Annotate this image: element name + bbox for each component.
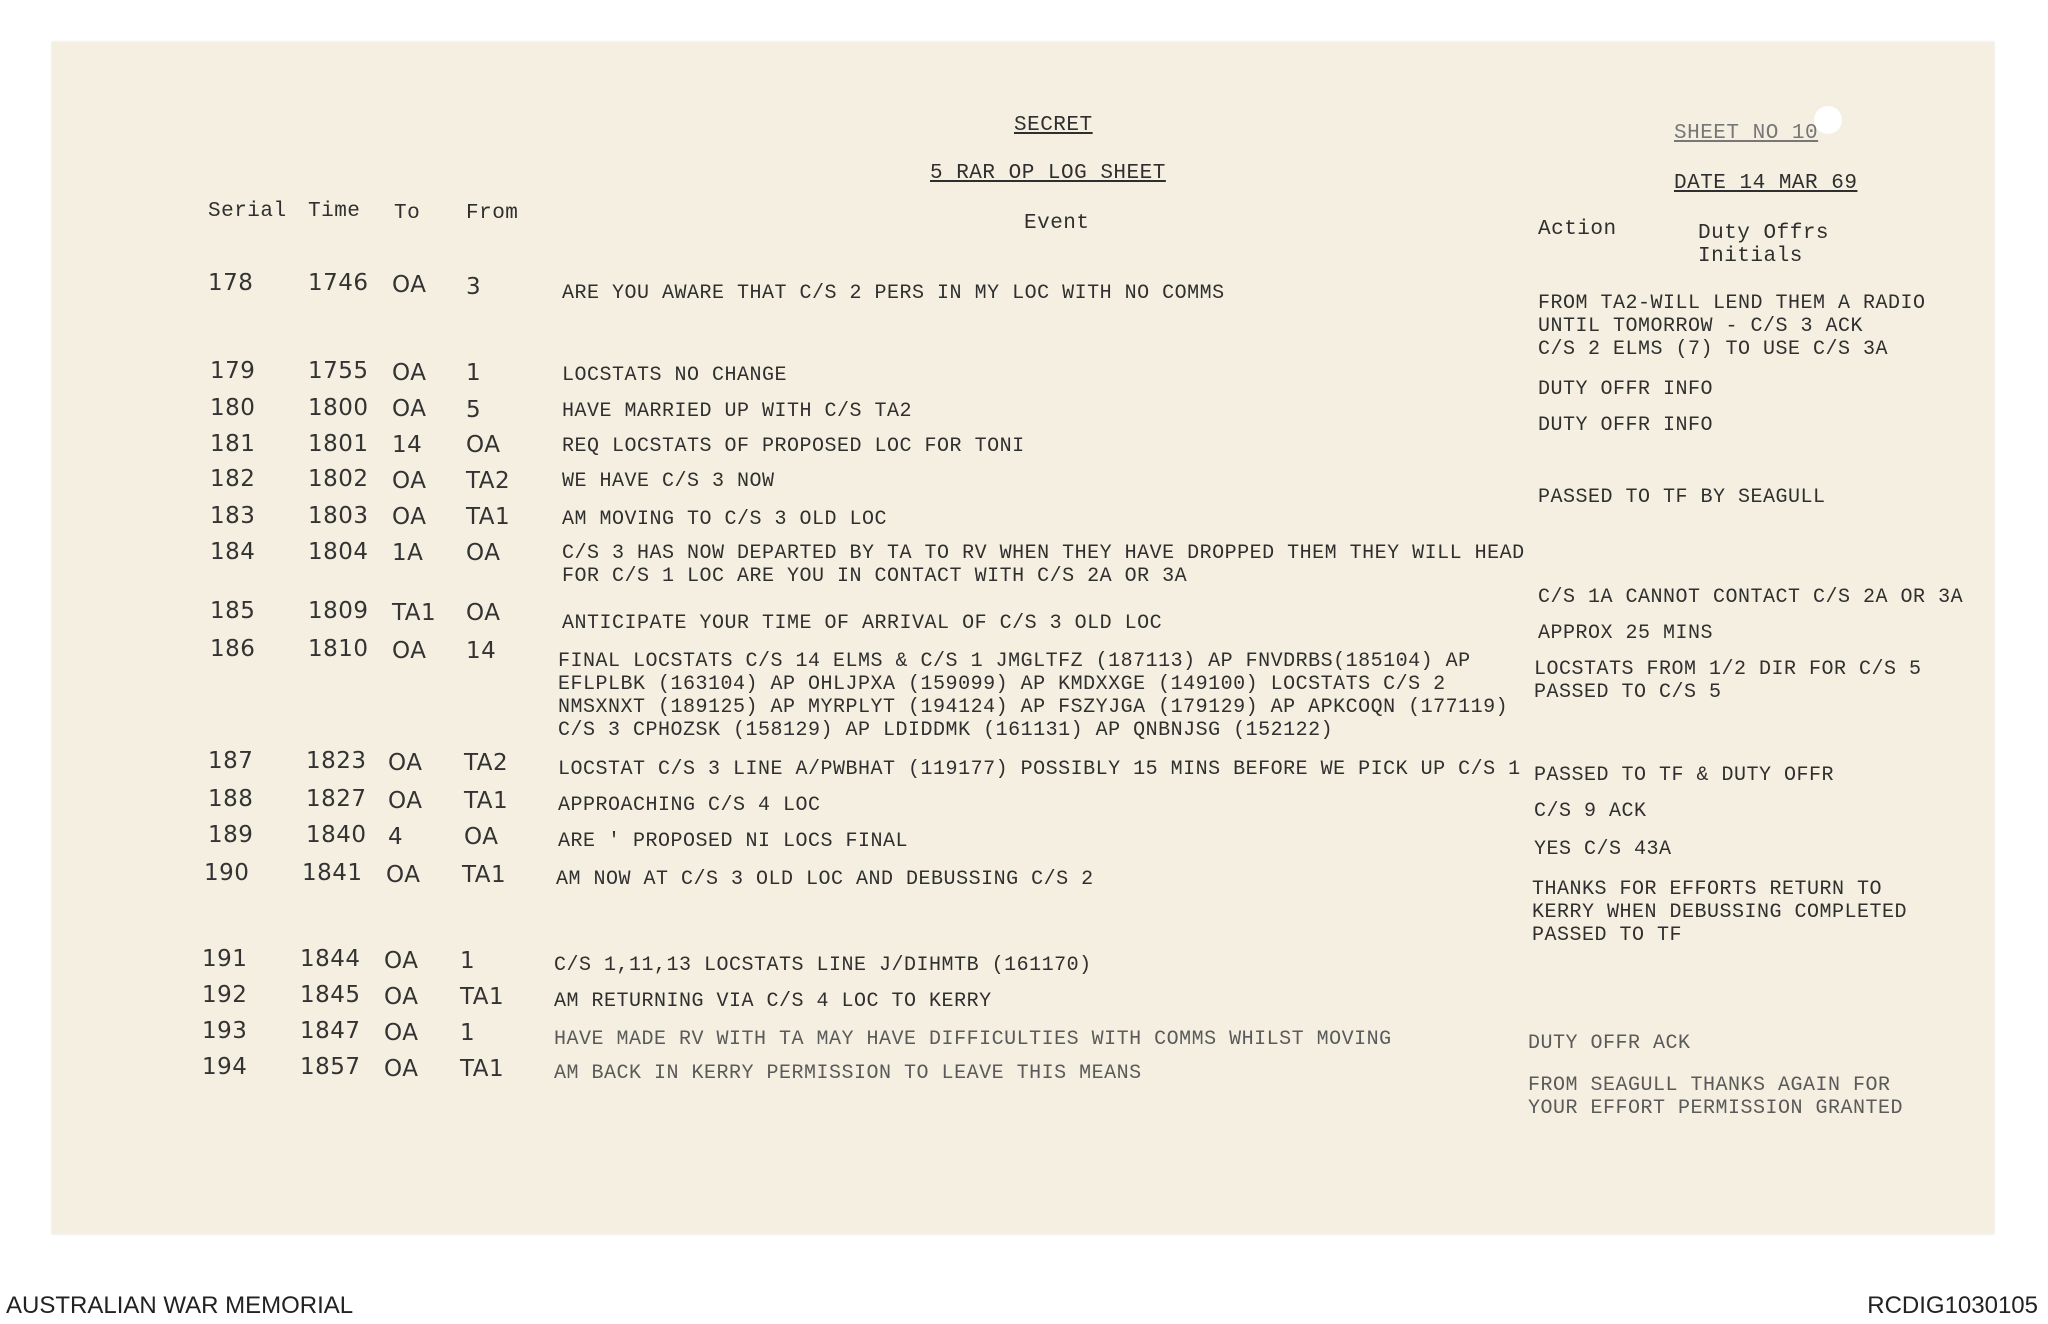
row-to: OA — [386, 862, 421, 888]
row-time: 1841 — [302, 860, 363, 886]
footer-institution: AUSTRALIAN WAR MEMORIAL — [6, 1292, 354, 1319]
row-serial: 185 — [210, 598, 256, 624]
row-serial: 192 — [202, 982, 248, 1008]
row-serial: 183 — [210, 503, 256, 529]
row-action: FROM TA2-WILL LEND THEM A RADIO UNTIL TOMORROW - C/S 3 ACK C/S 2 ELMS (7) TO USE C/S 3A — [1538, 292, 1926, 361]
row-action: YES C/S 43A — [1534, 838, 1672, 861]
row-time: 1844 — [300, 946, 361, 972]
row-event: HAVE MARRIED UP WITH C/S TA2 — [562, 400, 913, 423]
row-to: TA1 — [392, 600, 437, 626]
row-time: 1845 — [300, 982, 361, 1008]
row-to: OA — [384, 948, 419, 974]
row-time: 1840 — [306, 822, 367, 848]
row-time: 1847 — [300, 1018, 361, 1044]
row-from: OA — [464, 824, 499, 850]
row-action: THANKS FOR EFFORTS RETURN TO KERRY WHEN DEBUSSING COMPLETED PASSED TO TF — [1532, 878, 1908, 947]
row-event: ARE ' PROPOSED NI LOCS FINAL — [558, 830, 909, 853]
row-from: TA1 — [460, 1056, 505, 1082]
row-time: 1746 — [308, 270, 369, 296]
column-header-event: Event — [1024, 212, 1090, 235]
classification-heading: SECRET — [1014, 114, 1093, 137]
row-time: 1801 — [308, 431, 369, 457]
row-serial: 182 — [210, 466, 256, 492]
row-serial: 188 — [208, 786, 254, 812]
log-sheet-title: 5 RAR OP LOG SHEET — [930, 162, 1166, 185]
row-to: 4 — [388, 824, 404, 850]
row-serial: 194 — [202, 1054, 248, 1080]
row-from: 5 — [466, 397, 482, 423]
row-action: DUTY OFFR INFO — [1538, 414, 1714, 437]
row-event: LOCSTAT C/S 3 LINE A/PWBHAT (119177) POSSIBLY 15 MINS BEFORE WE PICK UP C/S 1 — [558, 758, 1521, 781]
row-serial: 179 — [210, 358, 256, 384]
row-to: OA — [384, 1020, 419, 1046]
row-serial: 193 — [202, 1018, 248, 1044]
row-serial: 190 — [204, 860, 250, 886]
row-event: AM NOW AT C/S 3 OLD LOC AND DEBUSSING C/S 2 — [556, 868, 1094, 891]
row-event: AM BACK IN KERRY PERMISSION TO LEAVE THIS MEANS — [554, 1062, 1142, 1085]
row-from: 1 — [460, 948, 476, 974]
row-serial: 191 — [202, 946, 248, 972]
column-header-duty-offrs-initials: Duty Offrs Initials — [1698, 222, 1830, 268]
row-time: 1755 — [308, 358, 369, 384]
row-to: OA — [392, 272, 427, 298]
row-from: TA2 — [464, 750, 509, 776]
column-header-serial: Serial — [208, 200, 287, 223]
row-to: OA — [388, 788, 423, 814]
row-from: TA1 — [460, 984, 505, 1010]
row-action: C/S 1A CANNOT CONTACT C/S 2A OR 3A — [1538, 586, 1964, 609]
row-serial: 189 — [208, 822, 254, 848]
row-time: 1800 — [308, 395, 369, 421]
row-time: 1803 — [308, 503, 369, 529]
row-action: PASSED TO TF BY SEAGULL — [1538, 486, 1826, 509]
row-time: 1827 — [306, 786, 367, 812]
row-time: 1823 — [306, 748, 367, 774]
row-from: OA — [466, 600, 501, 626]
sheet-number: SHEET NO 10 — [1674, 122, 1819, 145]
column-header-time: Time — [308, 200, 361, 223]
row-action: APPROX 25 MINS — [1538, 622, 1714, 645]
row-to: OA — [388, 750, 423, 776]
row-event: ARE YOU AWARE THAT C/S 2 PERS IN MY LOC WITH NO COMMS — [562, 282, 1225, 305]
row-serial: 187 — [208, 748, 254, 774]
column-header-from: From — [466, 202, 519, 225]
column-header-action: Action — [1538, 218, 1617, 241]
row-event: REQ LOCSTATS OF PROPOSED LOC FOR TONI — [562, 435, 1025, 458]
row-event: ANTICIPATE YOUR TIME OF ARRIVAL OF C/S 3 OLD LOC — [562, 612, 1163, 635]
row-action: LOCSTATS FROM 1/2 DIR FOR C/S 5 PASSED TO C/S 5 — [1534, 658, 1922, 704]
row-from: 1 — [460, 1020, 476, 1046]
row-serial: 186 — [210, 636, 256, 662]
row-event: WE HAVE C/S 3 NOW — [562, 470, 775, 493]
row-event: APPROACHING C/S 4 LOC — [558, 794, 821, 817]
row-to: 1A — [392, 540, 424, 566]
row-event: AM MOVING TO C/S 3 OLD LOC — [562, 508, 888, 531]
row-serial: 180 — [210, 395, 256, 421]
row-to: OA — [392, 396, 427, 422]
row-serial: 178 — [208, 270, 254, 296]
row-event: C/S 3 HAS NOW DEPARTED BY TA TO RV WHEN THEY HAVE DROPPED THEM THEY WILL HEAD FOR C/S 1 LOC ARE YOU IN CONTACT WITH C/S 2A OR 3A — [562, 542, 1525, 588]
row-to: OA — [392, 638, 427, 664]
row-time: 1809 — [308, 598, 369, 624]
row-to: OA — [384, 984, 419, 1010]
row-from: 3 — [466, 274, 482, 300]
row-time: 1804 — [308, 539, 369, 565]
row-from: TA1 — [464, 788, 509, 814]
row-from: TA1 — [462, 862, 507, 888]
row-from: OA — [466, 540, 501, 566]
row-time: 1810 — [308, 636, 369, 662]
row-event: FINAL LOCSTATS C/S 14 ELMS & C/S 1 JMGLTFZ (187113) AP FNVDRBS(185104) AP EFLPLBK (163104) AP OHLJPXA (159099) AP KMDXXGE (149100) LOCSTATS C/S 2 NMSXNXT (189125) AP MYRPLYT (194124) AP FSZYJGA (179129) AP APKCOQN (177119) C/S 3 CPHOZSK (158129) AP LDIDDMK (161131) AP QNBNJSG (152122) — [558, 650, 1509, 742]
log-sheet-page — [52, 42, 1994, 1234]
row-serial: 184 — [210, 539, 256, 565]
row-action: FROM SEAGULL THANKS AGAIN FOR YOUR EFFORT PERMISSION GRANTED — [1528, 1074, 1904, 1120]
row-from: TA2 — [466, 468, 511, 494]
row-to: OA — [384, 1056, 419, 1082]
row-to: OA — [392, 360, 427, 386]
row-action: DUTY OFFR INFO — [1538, 378, 1714, 401]
row-from: 1 — [466, 360, 482, 386]
sheet-date: DATE 14 MAR 69 — [1674, 172, 1858, 195]
row-to: OA — [392, 504, 427, 530]
row-action: DUTY OFFR ACK — [1528, 1032, 1691, 1055]
row-event: HAVE MADE RV WITH TA MAY HAVE DIFFICULTIES WITH COMMS WHILST MOVING — [554, 1028, 1392, 1051]
row-serial: 181 — [210, 431, 256, 457]
row-event: C/S 1,11,13 LOCSTATS LINE J/DIHMTB (161170) — [554, 954, 1092, 977]
row-to: 14 — [392, 432, 423, 458]
row-event: LOCSTATS NO CHANGE — [562, 364, 788, 387]
punch-hole — [1814, 106, 1842, 134]
row-from: OA — [466, 432, 501, 458]
row-time: 1857 — [300, 1054, 361, 1080]
row-from: 14 — [466, 638, 497, 664]
row-time: 1802 — [308, 466, 369, 492]
row-action: C/S 9 ACK — [1534, 800, 1647, 823]
row-to: OA — [392, 468, 427, 494]
row-action: PASSED TO TF & DUTY OFFR — [1534, 764, 1835, 787]
row-from: TA1 — [466, 504, 511, 530]
footer-record-id: RCDIG1030105 — [1867, 1292, 2038, 1319]
row-event: AM RETURNING VIA C/S 4 LOC TO KERRY — [554, 990, 992, 1013]
column-header-to: To — [394, 202, 421, 225]
